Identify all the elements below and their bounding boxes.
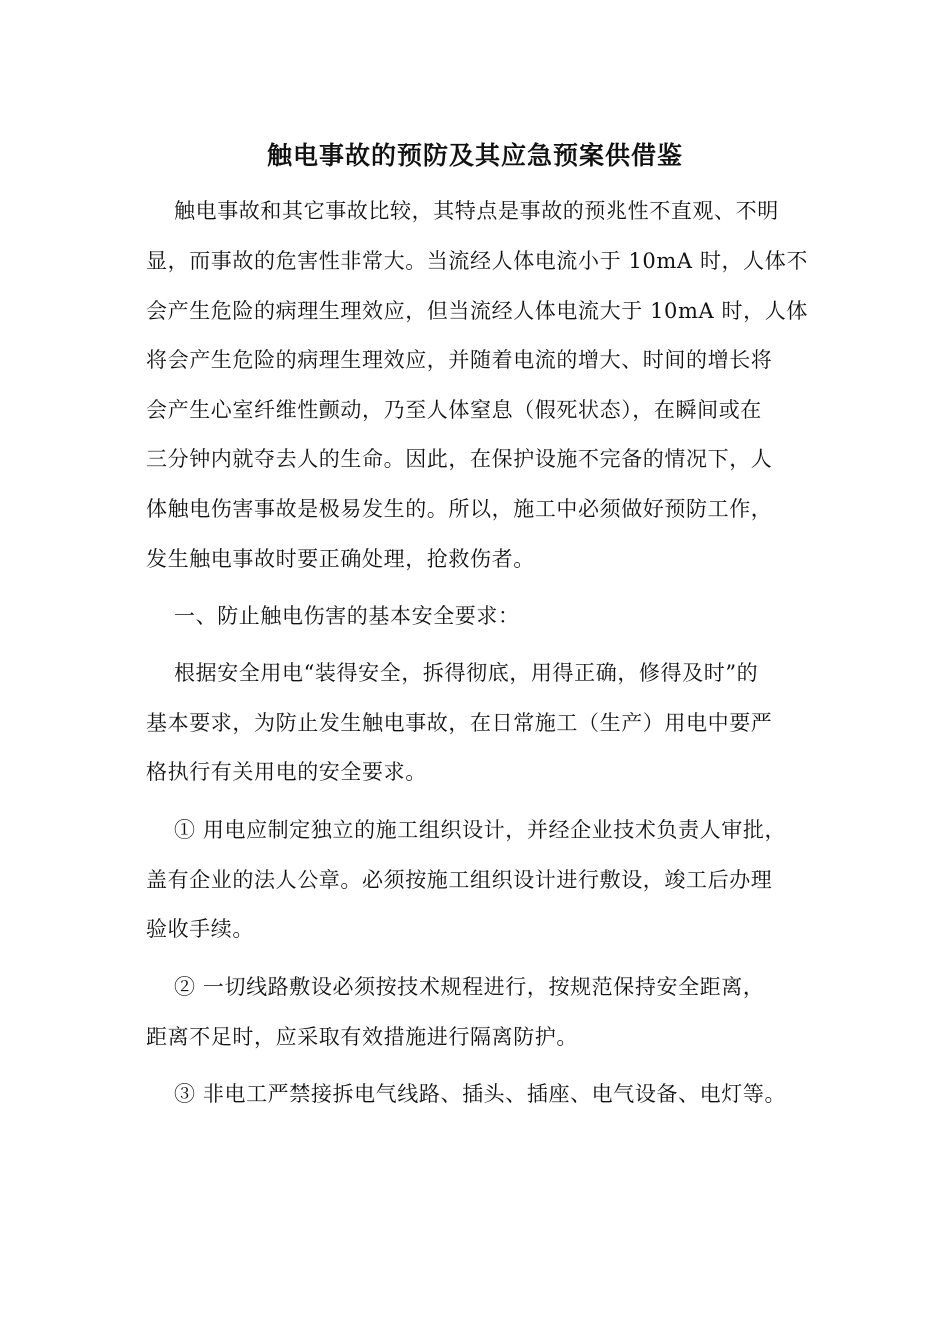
paragraph-line: 三分钟内就夺去人的生命。因此，在保护设施不完备的情况下，人	[146, 447, 773, 471]
paragraph-line: 体触电伤害事故是极易发生的。所以，施工中必须做好预防工作，	[146, 497, 773, 521]
paragraph-line: 发生触电事故时要正确处理，抢救伤者。	[146, 547, 535, 571]
list-item-line: ③ 非电工严禁接拆电气线路、插头、插座、电气设备、电灯等。	[174, 1082, 787, 1106]
document-title: 触电事故的预防及其应急预案供借鉴	[266, 141, 683, 170]
paragraph-line: 会产生危险的病理生理效应，但当流经人体电流大于 10mA 时，人体	[146, 299, 808, 323]
list-item-line: 距离不足时，应采取有效措施进行隔离防护。	[146, 1025, 578, 1049]
section-heading: 一、防止触电伤害的基本安全要求：	[174, 604, 520, 628]
paragraph-line: 格执行有关用电的安全要求。	[146, 760, 427, 784]
paragraph-line: 根据安全用电“装得安全，拆得彻底，用得正确，修得及时”的	[174, 661, 759, 685]
list-item-line: ① 用电应制定独立的施工组织设计，并经企业技术负责人审批，	[174, 818, 787, 842]
paragraph-line: 显，而事故的危害性非常大。当流经人体电流小于 10mA 时，人体不	[146, 249, 808, 273]
paragraph-line: 触电事故和其它事故比较，其特点是事故的预兆性不直观、不明	[174, 199, 779, 223]
paragraph-line: 基本要求，为防止发生触电事故，在日常施工（生产）用电中要严	[146, 711, 773, 735]
paragraph-line: 会产生心室纤维性颤动，乃至人体窒息（假死状态），在瞬间或在	[146, 398, 762, 422]
list-item-line: ② 一切线路敷设必须按技术规程进行，按规范保持安全距离，	[174, 975, 765, 999]
paragraph-line: 将会产生危险的病理生理效应，并随着电流的增大、时间的增长将	[146, 348, 773, 372]
list-item-line: 验收手续。	[146, 917, 254, 941]
list-item-line: 盖有企业的法人公章。必须按施工组织设计进行敷设，竣工后办理	[146, 868, 773, 892]
